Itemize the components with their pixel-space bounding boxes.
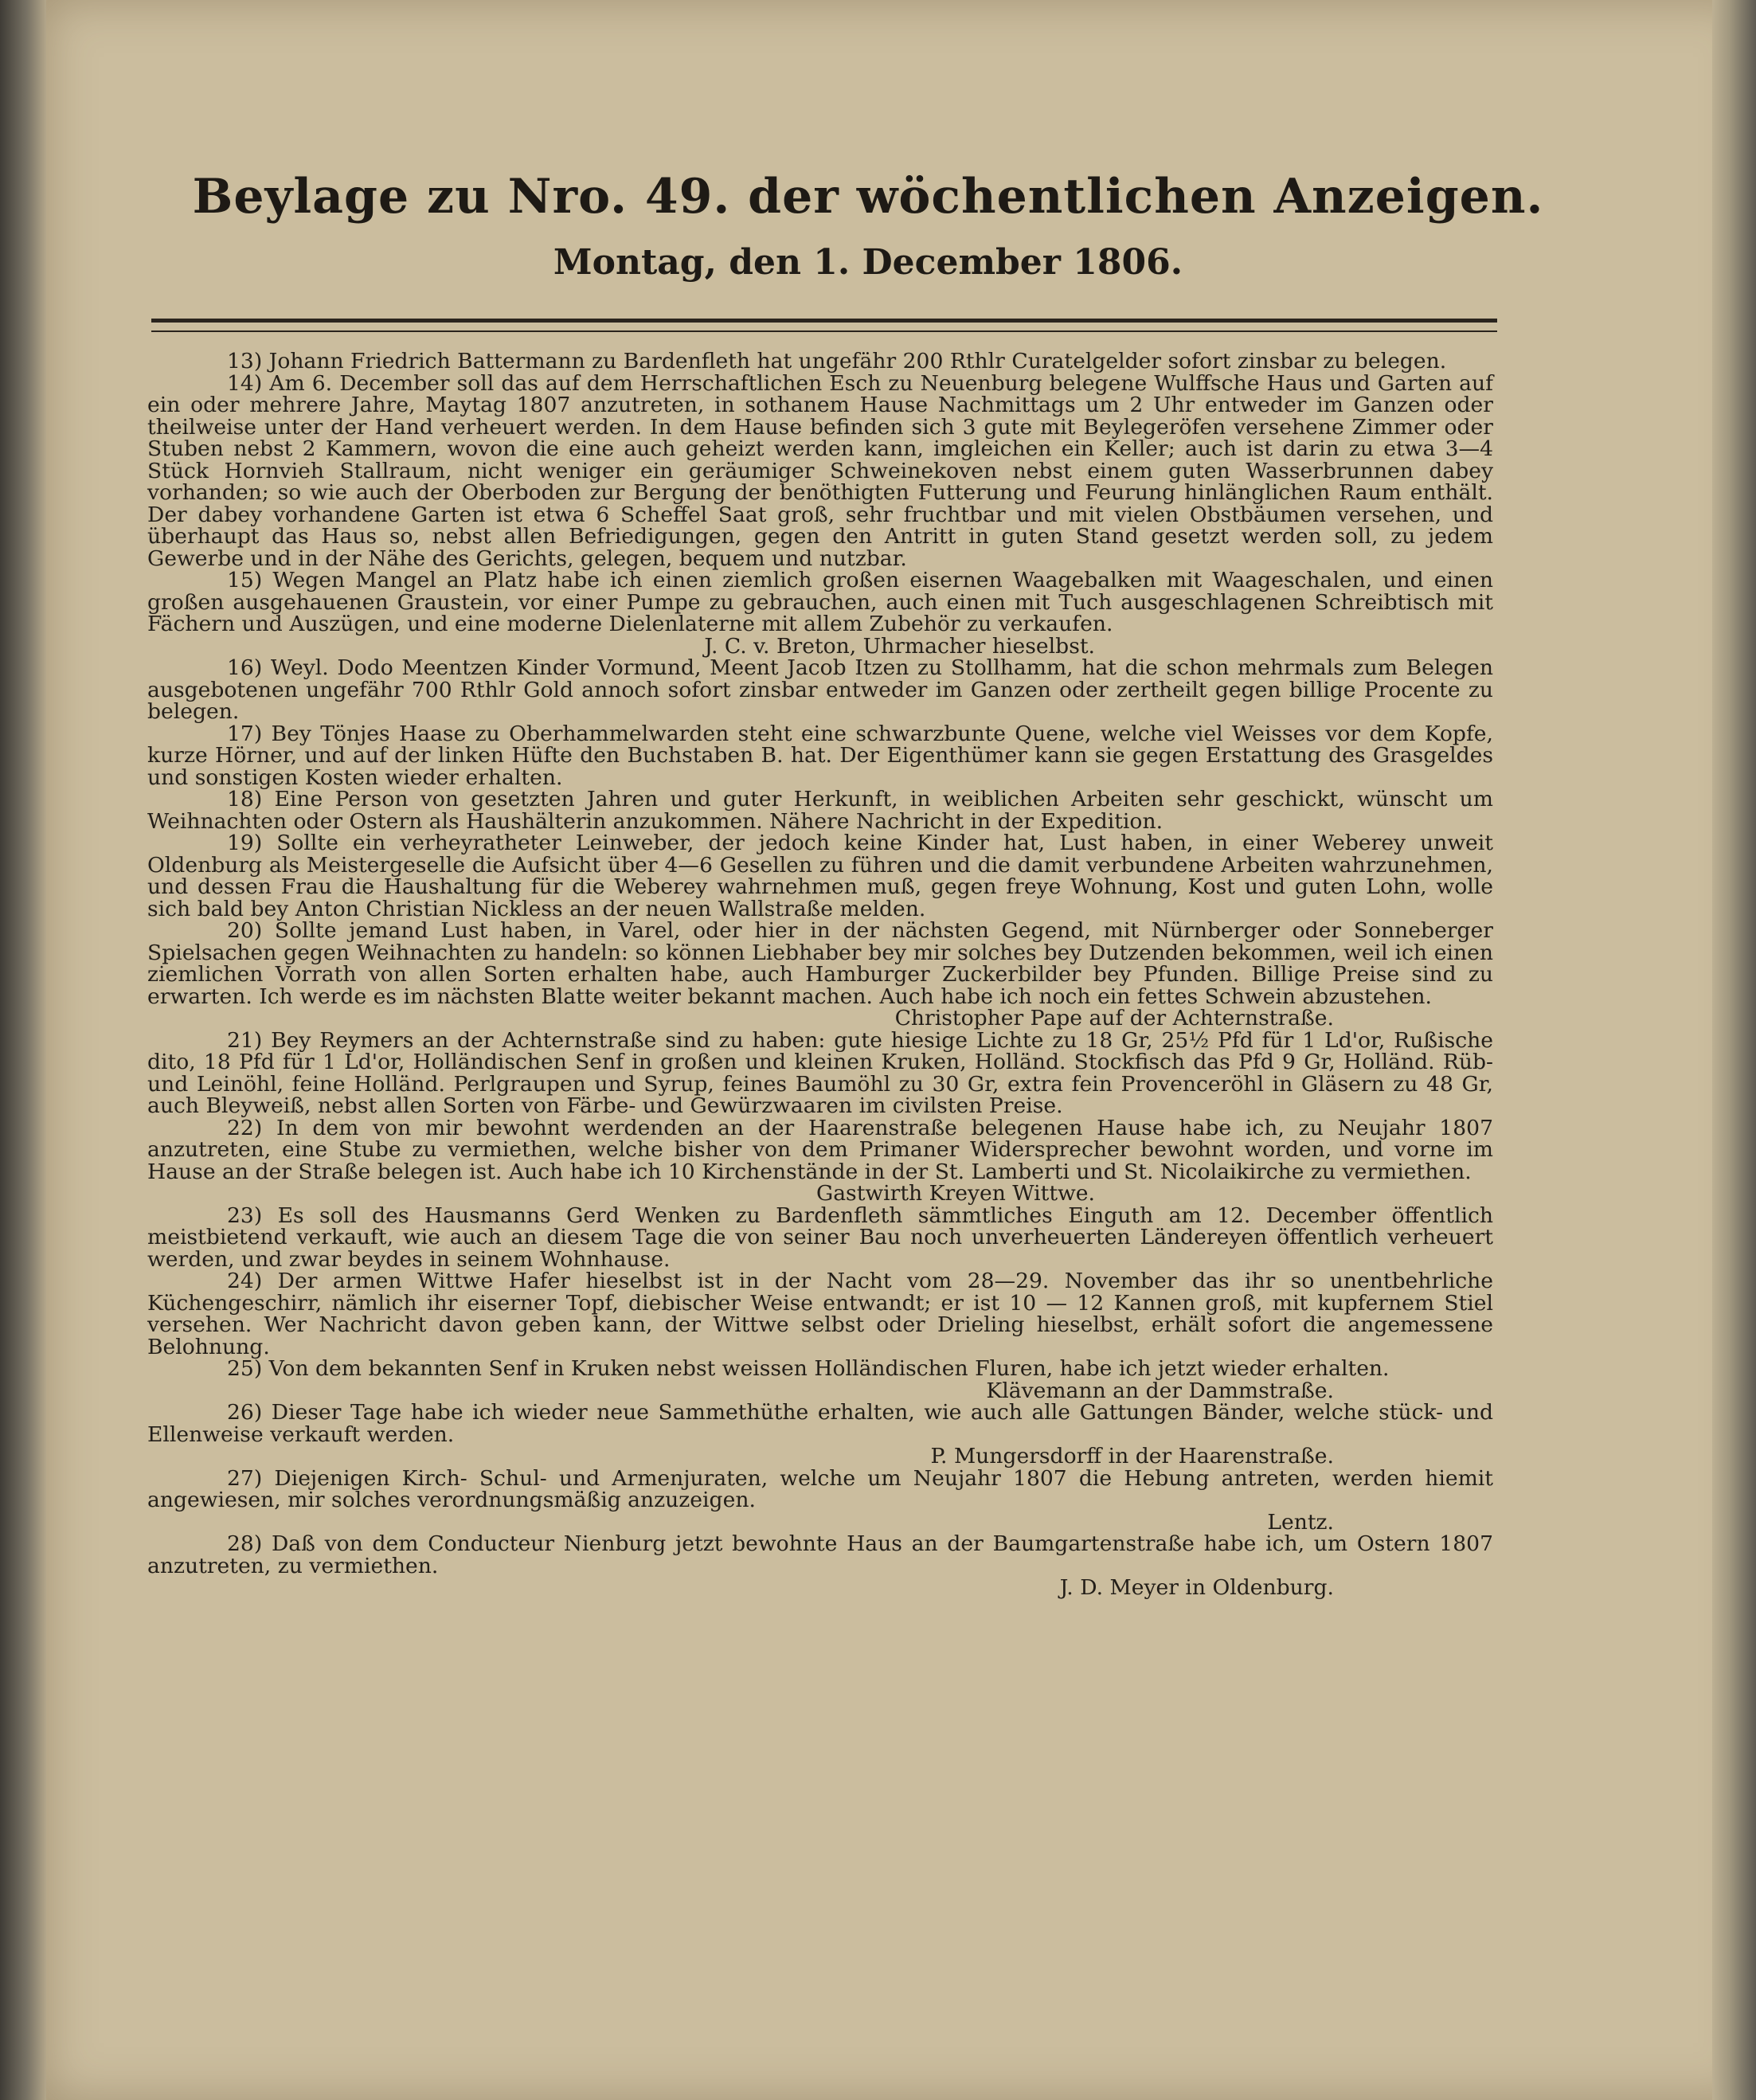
announcement-signature: Klävemann an der Dammstraße. (986, 1378, 1334, 1403)
announcement-text: 23) Es soll des Hausmanns Gerd Wenken zu Bardenfleth sämmtliches Einguth am 12. December öffentlich meistbietend verkauft, wie auch an diesem Tage die von seiner Bau noch unverheuerten Ländereyen öffentlich verheuert werden, und zwar beydes in seinem Wohnhause. (147, 1203, 1493, 1272)
announcement-signature: Gastwirth Kreyen Wittwe. (815, 1181, 1095, 1206)
masthead (111, 163, 1625, 291)
announcement-17 (147, 723, 1493, 789)
announcement-text: 20) Sollte jemand Lust haben, in Varel, oder hier in der nächsten Gegend, mit Nürnberger oder Sonneberger Spielsachen gegen Weihnachten zu handeln: so können Liebhaber bey mir solches bey Dutzenden bekommen, weil ich einen ziemlichen Vorrath von allen Sorten erhalten habe, auch Hamburger Zuckerbilder bey Pfunden. Billige Preise sind zu erwarten. Ich werde es im nächsten Blatte weiter bekannt machen. Auch habe ich noch ein fettes Schwein abzustehen. (147, 918, 1493, 1009)
announcement-text: 21) Bey Reymers an der Achternstraße sind zu haben: gute hiesige Lichte zu 18 Gr, 25½ Pfd für 1 Ld'or, Rußische dito, 18 Pfd für 1 Ld'or, Holländischen Senf in großen und kleinen Kruken, Holländ. Stockfisch das Pfd 9 Gr, Holländ. Rüb- und Leinöhl, feine Holländ. Perlgraupen und Syrup, feines Baumöhl zu 30 Gr, extra fein Provenceröhl in Gläsern zu 48 Gr, auch Bleyweiß, nebst allen Sorten von Färbe- und Gewürzwaaren im civilsten Preise. (147, 1027, 1493, 1118)
book-gutter (0, 0, 46, 2100)
issue-date: Montag, den 1. December 1806. (553, 242, 1183, 283)
announcement-27 (147, 1465, 1493, 1535)
announcement-16 (147, 657, 1493, 723)
announcement-text: 14) Am 6. December soll das auf dem Herrschaftlichen Esch zu Neuenburg belegene Wulffsche Haus und Garten auf ein oder mehrere Jahre, Maytag 1807 anzutreten, in sothanem Hause Nachmittags um 2 Uhr entweder im Ganzen oder theilweise unter der Hand verheuert werden. In dem Hause befinden sich 3 gute mit Beylegeröfen versehene Zimmer oder Stuben nebst 2 Kammern, wovon die eine auch geheizt werden kann, imgleichen ein Keller; auch ist darin zu etwa 3—4 Stück Hornvieh Stallraum, nicht weniger ein geräumiger Schweinekoven nebst einem guten Wasserbrunnen dabey vorhanden; so wie auch der Oberboden zur Bergung der benöthigten Futterung und Feurung hinlänglichen Raum enthält. Der dabey vorhandene Garten ist etwa 6 Scheffel Saat groß, sehr fruchtbar und mit vielen Obstbäumen versehen, und überhaupt das Haus so, nebst allen Befriedigungen, gegen den Antritt in guten Stand gesetzt werden soll, zu jedem Gewerbe und in der Nähe des Gerichts, gelegen, bequem und nutzbar. (147, 370, 1493, 571)
announcement-text: 27) Diejenigen Kirch- Schul- und Armenjuraten, welche um Neujahr 1807 die Hebung antreten, werden hiemit angewiesen, mir solches verordnungsmäßig anzuzeigen. (147, 1465, 1493, 1512)
announcement-signature: Christopher Pape auf der Achternstraße. (894, 1006, 1334, 1030)
announcement-23 (147, 1205, 1493, 1271)
announcement-text: 18) Eine Person von gesetzten Jahren und guter Herkunft, in weiblichen Arbeiten sehr geschickt, wünscht um Weihnachten oder Ostern als Haushälterin anzukommen. Nähere Nachricht in der Expedition. (147, 787, 1493, 834)
announcement-14 (147, 370, 1493, 571)
page-edge (1712, 0, 1756, 2100)
announcement-13 (147, 350, 1493, 373)
announcement-text: 26) Dieser Tage habe ich wieder neue Sammethüthe erhalten, wie auch alle Gattungen Bänder, welche stück- und Ellenweise verkauft werden. (147, 1400, 1493, 1447)
announcement-24 (147, 1270, 1493, 1358)
announcement-22 (147, 1117, 1493, 1205)
page-title: Beylage zu Nro. 49. der wöchentlichen Anzeigen. (192, 169, 1544, 225)
announcement-21 (147, 1027, 1493, 1118)
announcement-18 (147, 788, 1493, 832)
announcement-text: 19) Sollte ein verheyratheter Leinweber, der jedoch keine Kinder hat, Lust haben, in einer Weberey unweit Oldenburg als Meistergeselle die Aufsicht über 4—6 Gesellen zu führen und die damit verbundene Arbeiten wahrzunehmen, und dessen Frau die Haushaltung für die Weberey wahrnehmen muß, gegen freye Wohnung, Kost und guten Lohn, wolle sich bald bey Anton Christian Nickless an der neuen Wallstraße melden. (147, 831, 1493, 921)
announcement-text: 24) Der armen Wittwe Hafer hieselbst ist in der Nacht vom 28—29. November das ihr so unentbehrliche Küchengeschirr, nämlich ihr eiserner Topf, diebischer Weise entwandt; er ist 10 — 12 Kannen groß, mit kupfernem Stiel versehen. Wer Nachricht davon geben kann, der Wittwe selbst oder Drieling hieselbst, erhält sofort die angemessene Belohnung. (147, 1269, 1493, 1359)
announcement-signature: P. Mungersdorff in der Haarenstraße. (930, 1444, 1334, 1468)
announcement-text: 22) In dem von mir bewohnt werdenden an der Haarenstraße belegenen Hause habe ich, zu Neujahr 1807 anzutreten, eine Stube zu vermiethen, welche bisher von dem Primaner Widersprecher bewohnt worden, und vorne im Hause an der Straße belegen ist. Auch habe ich 10 Kirchenstände in der St. Lamberti und St. Nicolaikirche zu vermiethen. (147, 1115, 1493, 1184)
announcement-text: 13) Johann Friedrich Battermann zu Bardenfleth hat ungefähr 200 Rthlr Curatelgelder sofort zinsbar zu belegen. (227, 349, 1447, 373)
announcement-20 (147, 920, 1493, 1030)
announcement-signature: J. C. v. Breton, Uhrmacher hieselbst. (704, 633, 1095, 659)
announcement-15 (147, 569, 1493, 657)
announcement-text: 16) Weyl. Dodo Meentzen Kinder Vormund, Meent Jacob Itzen zu Stollhamm, hat die schon mehrmals zum Belegen ausgebotenen ungefähr 700 Rthlr Gold annoch sofort zinsbar entweder im Ganzen oder zertheilt gegen billige Procente zu belegen. (147, 655, 1493, 724)
announcement-26 (147, 1402, 1493, 1468)
announcement-19 (147, 832, 1493, 920)
announcement-text: 25) Von dem bekannten Senf in Kruken nebst weissen Holländischen Fluren, habe ich jetzt wieder erhalten. (227, 1356, 1390, 1381)
announcements (147, 350, 1493, 1599)
announcement-text: 17) Bey Tönjes Haase zu Oberhammelwarden steht eine schwarzbunte Quene, welche viel Weisses vor dem Kopfe, kurze Hörner, und auf der linken Hüfte den Buchstaben B. hat. Der Eigenthümer kann sie gegen Erstattung des Grasgeldes und sonstigen Kosten wieder erhalten. (147, 721, 1493, 790)
announcement-text: 15) Wegen Mangel an Platz habe ich einen ziemlich großen eisernen Waagebalken mit Waageschalen, und einen großen ausgehauenen Graustein, vor einer Pumpe zu gebrauchen, auch einen mit Tuch ausgeschlagenen Schreibtisch mit Fächern und Auszügen, und eine moderne Dielenlaterne mit allem Zubehör zu verkaufen. (147, 568, 1493, 636)
announcement-25 (147, 1358, 1493, 1402)
announcement-28 (147, 1533, 1493, 1599)
announcement-signature: J. D. Meyer in Oldenburg. (1059, 1575, 1334, 1600)
header-rule (151, 319, 1497, 332)
announcement-text: 28) Daß von dem Conducteur Nienburg jetzt bewohnte Haus an der Baumgartenstraße habe ich, um Ostern 1807 anzutreten, zu vermiethen. (147, 1531, 1493, 1578)
announcement-signature: Lentz. (1267, 1509, 1334, 1535)
